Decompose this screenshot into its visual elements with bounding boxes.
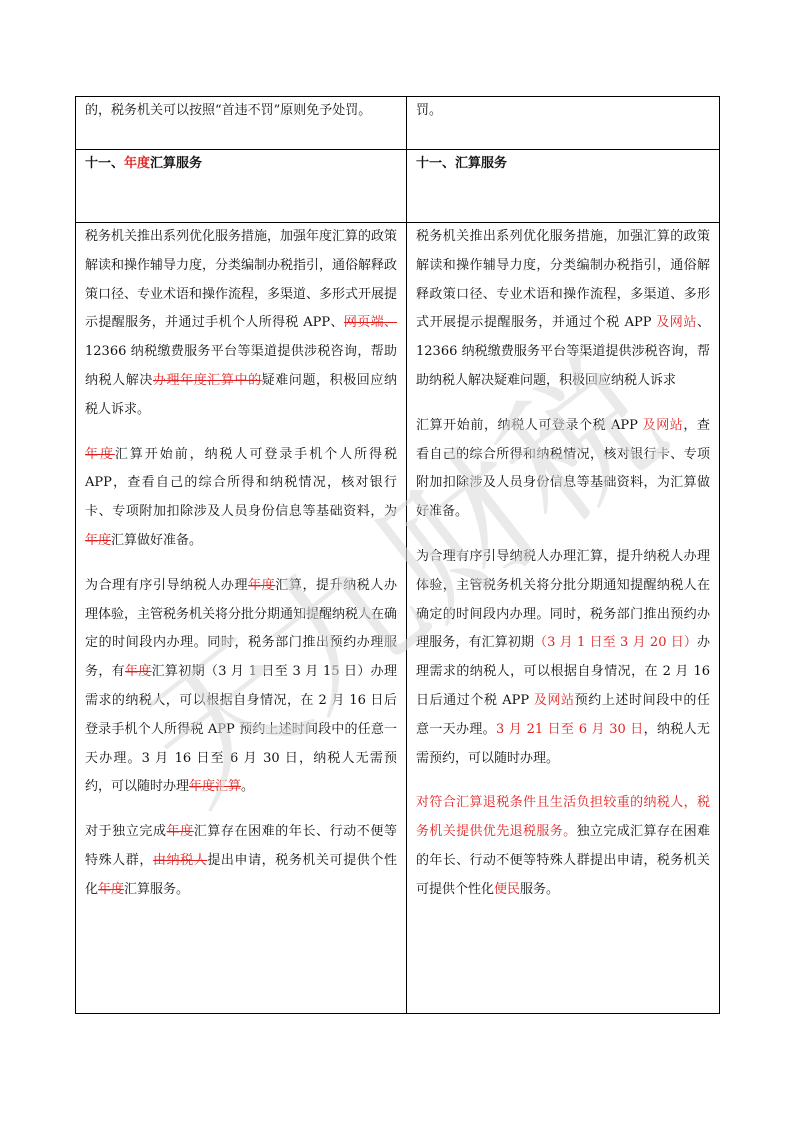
deleted-text: 年度	[166, 824, 194, 840]
text-run: 税务机关推出系列优化服务措施，加强年度汇算的政策解读和操作辅导力度，分类编制办税指引，通俗解释政策口径、专业术语和操作流程，多渠道、多形式开展提示提醒服务，并通过手机个人所得税 APP、	[85, 229, 398, 331]
inserted-text: 3 月 21 日至 6 月 30 日	[496, 721, 644, 737]
continued-row	[76, 97, 720, 150]
deleted-text: 年度	[248, 577, 276, 593]
text-run: ，纳税人无需预约，可以随时办理。	[416, 721, 710, 766]
deleted-text: 由纳税人	[152, 852, 208, 868]
right-paragraph-1	[416, 223, 710, 396]
inserted-text: 及网站	[642, 417, 684, 433]
left-cell-continued: 的，税务机关可以按照“首违不罚”原则免予处罚。	[76, 97, 407, 150]
deleted-text: 年度	[85, 446, 115, 462]
inserted-text: 及网站	[533, 692, 575, 708]
text-run: 汇算初期（3 月 1 日至 3 月 15 日）办理需求的纳税人，可以根据自身情况，在 2 月 16 日后登录手机个人所得税 APP 预约上述时间段中的任意一天办理。3 月 16 日至 6 月 30 日，纳税人无需预约，可以随时办理	[85, 664, 397, 795]
text-run: 为合理有序引导纳税人办理	[85, 577, 249, 593]
text-run: 汇算，提升纳税人办理体验，主管税务机关将分批分期通知提醒纳税人在确定的时间段内办理。同时，税务部门推出预约办理服务，有	[85, 577, 398, 680]
section-body-row	[76, 223, 720, 1014]
watermark-text: 天九财税	[150, 330, 670, 835]
left-body-cell	[76, 223, 407, 1014]
left-paragraph-1	[85, 223, 397, 425]
deleted-text: 办理年度汇算中的	[152, 372, 262, 388]
text-run: 税务机关推出系列优化服务措施，加强汇算的政策解读和操作辅导力度，分类编制办税指引，通俗解释政策口径、专业术语和操作流程，多渠道、多形式开展提示提醒服务，并通过个税 APP	[416, 229, 710, 331]
inserted-text: （3 月 1 日至 3 月 20 日）	[534, 635, 697, 651]
text-run: 汇算存在困难的年长、行动不便等特殊人群，	[85, 824, 397, 868]
right-body-cell	[407, 223, 720, 1014]
right-paragraph-3	[416, 543, 710, 773]
right-paragraph-2	[416, 412, 710, 527]
section-heading-row	[76, 150, 720, 223]
right-cell-continued: 罚。	[407, 97, 720, 150]
text-run: 提出申请，税务机关可提供个性化	[85, 852, 397, 897]
left-section-heading	[76, 150, 407, 223]
comparison-table	[75, 96, 720, 1014]
text-run: 汇算开始前，纳税人可登录个税 APP	[416, 417, 643, 433]
text-run: 汇算开始前，纳税人可登录手机个人所得税 APP，查看自己的综合所得和纳税情况，核对银行卡、专项附加扣除涉及人员身份信息等基础资料，为	[85, 446, 397, 520]
text-run: 独立完成汇算存在困难的年长、行动不便等特殊人群提出申请，税务机关可提供个性化	[416, 824, 710, 897]
left-paragraph-3	[85, 572, 397, 802]
text-run: 预约上述时间段中的任意一天办理。	[416, 692, 710, 737]
text-run: 12366 纳税缴费服务平台等渠道提供涉税咨询，帮助纳税人解决	[85, 344, 397, 388]
right-paragraph-4	[416, 789, 710, 904]
heading-prefix: 十一、	[85, 156, 125, 171]
text-run: 汇算做好准备。	[111, 532, 203, 548]
deleted-text: 网页端、	[343, 315, 397, 331]
right-section-heading: 十一、汇算服务	[407, 150, 720, 223]
text-run: 服务。	[520, 881, 560, 897]
deleted-text: 年度	[98, 881, 125, 897]
text-run: 为合理有序引导纳税人办理汇算，提升纳税人办理体验，主管税务机关将分批分期通知提醒纳税人在确定的时间段内办理。同时，税务部门推出预约办理服务，有汇算初期	[416, 548, 710, 651]
heading-suffix: 汇算服务	[150, 156, 203, 171]
left-paragraph-4	[85, 818, 397, 904]
deleted-text: 年度汇算	[189, 779, 242, 795]
inserted-text: 及网站	[656, 315, 697, 331]
heading-deleted-text: 年度	[124, 156, 151, 171]
inserted-text: 便民	[494, 881, 521, 897]
text-run: 、12366 纳税缴费服务平台等渠道提供涉税咨询，帮助纳税人解决疑难问题，积极回应纳税人诉求	[416, 315, 710, 388]
deleted-text: 年度	[85, 532, 112, 548]
text-run: 。	[241, 779, 255, 795]
text-run: 对于独立完成	[85, 824, 167, 840]
text-run: 汇算服务。	[124, 881, 190, 897]
deleted-text: 年度	[124, 664, 152, 680]
text-run: 疑难问题，积极回应纳税人诉求。	[85, 372, 397, 417]
left-paragraph-2	[85, 441, 397, 556]
inserted-text: 对符合汇算退税条件且生活负担较重的纳税人，税务机关提供优先退税服务。	[416, 795, 710, 840]
text-run: ，查看自己的综合所得和纳税情况，核对银行卡、专项附加扣除涉及人员身份信息等基础资料，为汇算做好准备。	[416, 417, 710, 520]
text-run: 办理需求的纳税人，可以根据自身情况，在 2 月 16 日后通过个税 APP	[416, 635, 710, 708]
